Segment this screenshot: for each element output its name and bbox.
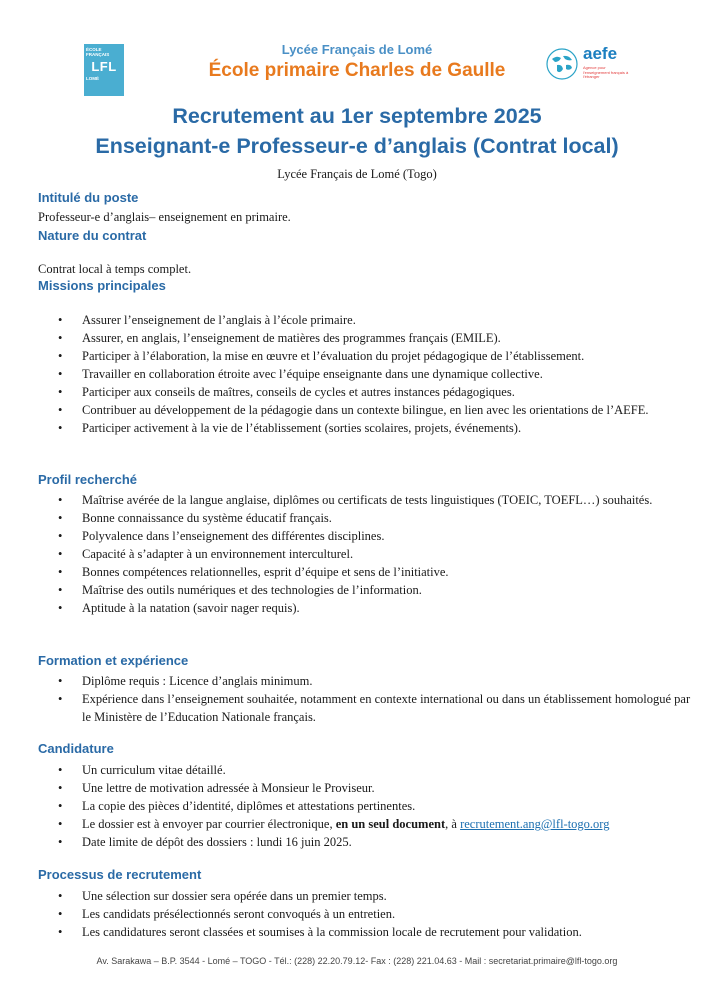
list-item: • Bonne connaissance du système éducatif français.: [58, 511, 332, 525]
list-item: • Maîtrise des outils numériques et des technologies de l’information.: [58, 583, 422, 597]
list-item: • Participer activement à la vie de l’établissement (sorties scolaires, projets, événements).: [58, 421, 522, 435]
list-item: • Les candidatures seront classées et soumises à la commission locale de recrutement pour validation.: [58, 925, 582, 939]
missions-list: [38, 311, 698, 437]
list-item: • Assurer l’enseignement de l’anglais à l’école primaire.: [58, 313, 356, 327]
aefe-wordmark: aefe: [583, 44, 618, 63]
list-item: • Diplôme requis : Licence d’anglais minimum.: [58, 674, 313, 688]
email-link[interactable]: recrutement.ang@lfl-togo.org: [460, 817, 610, 831]
lfl-logo-bottom: LOMÉ: [86, 76, 99, 81]
list-item: • Participer à l’élaboration, la mise en œuvre et l’évaluation du projet pédagogique de l’établissement.: [58, 349, 585, 363]
list-item: • Les candidats présélectionnés seront convoqués à un entretien.: [58, 907, 396, 921]
list-item: • La copie des pièces d’identité, diplômes et attestations pertinentes.: [58, 799, 416, 813]
heading-formation: Formation et expérience: [38, 653, 189, 668]
list-item: • Participer aux conseils de maîtres, conseils de cycles et autres instances pédagogiques.: [58, 385, 515, 399]
profil-list: [38, 491, 698, 617]
heading-intitule: Intitulé du poste: [38, 190, 139, 205]
list-item: • Aptitude à la natation (savoir nager requis).: [58, 601, 300, 615]
list-item: • Un curriculum vitae détaillé.: [58, 763, 226, 777]
heading-processus: Processus de recrutement: [38, 867, 202, 882]
lfl-logo-line1: ÉCOLE: [86, 47, 102, 52]
processus-list: [38, 887, 698, 941]
school-name: École primaire Charles de Gaulle: [208, 60, 506, 81]
lfl-logo-line2: FRANÇAIS: [86, 52, 110, 57]
list-item: • Contribuer au développement de la pédagogie dans un contexte bilingue, en lien avec les orientations de l’AEFE.: [58, 403, 649, 417]
candidature-list: [38, 761, 698, 851]
footer-address: Av. Sarakawa – B.P. 3544 - Lomé – TOGO - Tél.: (228) 22.20.79.12- Fax : (228) 221.04.63 - Mail : secretariat.primaire@lfl-togo.org: [96, 956, 618, 966]
aefe-tagline: Agence pour l'enseignement français à l'étranger: [583, 65, 629, 80]
list-item: • Une lettre de motivation adressée à Monsieur le Proviseur.: [58, 781, 375, 795]
list-item: • Le dossier est à envoyer par courrier électronique, en un seul document, à recrutement.ang@lfl-togo.org: [58, 817, 610, 831]
globe-icon: [545, 47, 579, 81]
heading-profil: Profil recherché: [38, 472, 137, 487]
heading-missions: Missions principales: [38, 278, 166, 293]
list-item: • Bonnes compétences relationnelles, esprit d’équipe et sens de l’initiative.: [58, 565, 449, 579]
heading-nature: Nature du contrat: [38, 228, 147, 243]
title-subline: Lycée Français de Lomé (Togo): [277, 167, 437, 181]
list-item: • Polyvalence dans l’enseignement des différentes disciplines.: [58, 529, 385, 543]
heading-candidature: Candidature: [38, 741, 114, 756]
lfl-logo-mark: LFL: [91, 59, 117, 74]
list-item: • Capacité à s’adapter à un environnement interculturel.: [58, 547, 354, 561]
title-line2: Enseignant-e Professeur-e d’anglais (Contrat local): [95, 134, 619, 158]
title-line1: Recrutement au 1er septembre 2025: [172, 104, 542, 128]
list-item: • Travailler en collaboration étroite avec l’équipe enseignante dans une dynamique collective.: [58, 367, 543, 381]
list-item: • Assurer, en anglais, l’enseignement de matières des programmes français (EMILE).: [58, 331, 501, 345]
intitule-text: Professeur-e d’anglais– enseignement en primaire.: [38, 210, 291, 224]
formation-list: [38, 672, 698, 726]
list-item: • Date limite de dépôt des dossiers : lundi 16 juin 2025.: [58, 835, 352, 849]
nature-text: Contrat local à temps complet.: [38, 262, 192, 276]
list-item: • Maîtrise avérée de la langue anglaise, diplômes ou certificats de tests linguistiques (TOEIC, TOEFL…) souhaités.: [58, 493, 653, 507]
lycee-name: Lycée Français de Lomé: [281, 42, 433, 57]
list-item: • Expérience dans l’enseignement souhaitée, notamment en contexte international ou dans un établissement homologué par le Ministère de l’Education Nationale français.: [58, 692, 691, 724]
aefe-logo: [545, 44, 635, 87]
list-item: • Une sélection sur dossier sera opérée dans un premier temps.: [58, 889, 387, 903]
